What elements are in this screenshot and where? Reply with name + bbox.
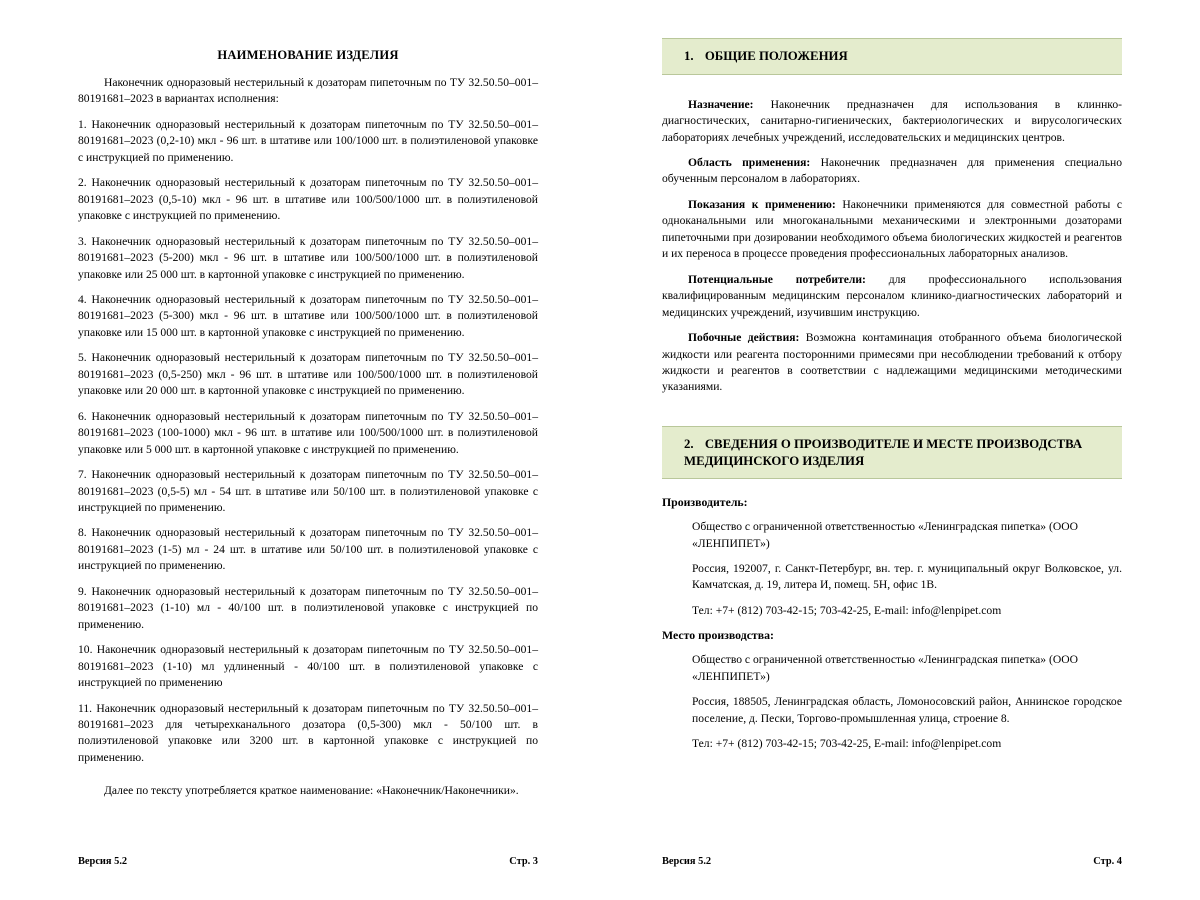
- section-number: 1.: [684, 49, 694, 63]
- list-item: 2. Наконечник одноразовый нестерильный к дозаторам пипеточным по ТУ 32.50.50–001–80191681–2023 (0,5-10) мкл - 96 шт. в штативе или 100/500/1000 шт. в полиэтиленовой упаковке с инструкцией по применению.: [78, 176, 538, 223]
- page-right: [600, 0, 1200, 900]
- manufacturer-contacts: Тел: +7+ (812) 703-42-15; 703-42-25, E-mail: info@lenpipet.com: [692, 603, 1002, 617]
- paragraph-purpose: [662, 97, 1122, 146]
- section-title: ОБЩИЕ ПОЛОЖЕНИЯ: [704, 49, 848, 63]
- production-site-name: Общество с ограниченной ответственностью «Ленинградская пипетка» (ООО «ЛЕНПИПЕТ»): [692, 653, 1078, 683]
- manufacturer-address: Россия, 192007, г. Санкт-Петербург, вн. тер. г. муниципальный округ Волковское, ул. Камчатская, д. 19, литера И, помещ. 5Н, офис 1В.: [692, 562, 1122, 592]
- paragraph-text: Наконечники применяются для совместной работы с одноканальными или многоканальными механическими и электронными дозаторами пипеточными при дозировании необходимого объема биологических жидкостей и реагентов и их переноса в процессе проведения профессиональных лабораторных анализов.: [662, 197, 1122, 261]
- page-footer-left: [0, 856, 600, 867]
- list-item: 5. Наконечник одноразовый нестерильный к дозаторам пипеточным по ТУ 32.50.50–001–80191681–2023 (0,5-250) мкл - 96 шт. в штативе или 100/500/1000 шт. в полиэтиленовой упаковке или 20 000 шт. в картонной упаковке с инструкцией по применению.: [78, 351, 538, 398]
- production-site-contacts: Тел: +7+ (812) 703-42-15; 703-42-25, E-mail: info@lenpipet.com: [692, 737, 1002, 751]
- section-title: СВЕДЕНИЯ О ПРОИЗВОДИТЕЛЕ И МЕСТЕ ПРОИЗВОДСТВА МЕДИЦИНСКОГО ИЗДЕЛИЯ: [684, 436, 1083, 468]
- paragraph-text: Возможна контаминация отобранного объема биологической жидкости или реагента посторонними примесями при несоблюдении требований к отбору жидкости и реагентов в соответствии с надлежащими медицинскими методическими указаниями.: [662, 331, 1122, 394]
- paragraph-label: Потенциальные потребители:: [688, 272, 866, 286]
- section-heading-manufacturer-info: [662, 426, 1122, 479]
- section-heading-general-provisions: [662, 38, 1122, 75]
- footer-version: Версия 5.2: [78, 856, 128, 867]
- paragraph-scope: [662, 155, 1122, 188]
- paragraph-text: для профессионального использования квалифицированным медицинским персоналом клинико-диагностических лабораторий и медицинских учреждений, изучившим инструкцию.: [662, 272, 1122, 319]
- page-title: НАИМЕНОВАНИЕ ИЗДЕЛИЯ: [217, 48, 399, 62]
- page-footer-right: [600, 856, 1200, 867]
- list-item: 11. Наконечник одноразовый нестерильный к дозаторам пипеточным по ТУ 32.50.50–001–80191681–2023 для четырехканального дозатора (0,5-300) мкл - 50/100 шт. в полиэтиленовой упаковке или 3200 шт. в картонной упаковке с инструкцией по применению.: [78, 701, 538, 764]
- list-item: 7. Наконечник одноразовый нестерильный к дозаторам пипеточным по ТУ 32.50.50–001–80191681–2023 (0,5-5) мл - 54 шт. в штативе или 50/100 шт. в полиэтиленовой упаковке с инструкцией по применению.: [78, 468, 538, 514]
- paragraph-text: Наконечник предназначен для применения специально обученным персоналом в лабораториях.: [662, 155, 1122, 186]
- list-item: 8. Наконечник одноразовый нестерильный к дозаторам пипеточным по ТУ 32.50.50–001–80191681–2023 (1-5) мл - 24 шт. в штативе или 50/100 шт. в полиэтиленовой упаковке с инструкцией по применению.: [78, 526, 538, 573]
- footer-version: Версия 5.2: [662, 856, 712, 867]
- paragraph-label: Область применения:: [688, 155, 811, 169]
- footer-page-number: Стр. 4: [1093, 856, 1122, 867]
- list-item: 4. Наконечник одноразовый нестерильный к дозаторам пипеточным по ТУ 32.50.50–001–80191681–2023 (5-300) мкл - 96 шт. в штативе или 100/500/1000 шт. в полиэтиленовой упаковке или 15 000 шт. в картонной упаковке с инструкцией по применению.: [78, 292, 538, 339]
- paragraph-users: [662, 272, 1122, 321]
- manufacturer-name: Общество с ограниченной ответственностью «Ленинградская пипетка» (ООО «ЛЕНПИПЕТ»): [692, 520, 1078, 550]
- paragraph-label: Показания к применению:: [688, 197, 836, 211]
- manufacturer-label: Производитель:: [662, 495, 748, 510]
- paragraph-label: Назначение:: [688, 97, 754, 111]
- production-site-address: Россия, 188505, Ленинградская область, Ломоносовский район, Аннинское городское поселение, д. Пески, Торгово-промышленная улица, строение 8.: [692, 695, 1122, 725]
- list-item: 9. Наконечник одноразовый нестерильный к дозаторам пипеточным по ТУ 32.50.50–001–80191681–2023 (1-10) мл - 40/100 шт. в полиэтиленовой упаковке с инструкцией по применению.: [78, 584, 538, 631]
- paragraph-label: Побочные действия:: [688, 331, 800, 345]
- closing-paragraph: Далее по тексту употребляется краткое наименование: «Наконечник/Наконечники».: [104, 784, 519, 798]
- list-item: 10. Наконечник одноразовый нестерильный к дозаторам пипеточным по ТУ 32.50.50–001–80191681–2023 (1-10) мл удлиненный - 40/100 шт. в полиэтиленовой упаковке с инструкцией по применению: [78, 643, 538, 690]
- list-item: 3. Наконечник одноразовый нестерильный к дозаторам пипеточным по ТУ 32.50.50–001–80191681–2023 (5-200) мкл - 96 шт. в штативе или 100/500/1000 шт. в полиэтиленовой упаковке или 25 000 шт. в картонной упаковке с инструкцией по применению.: [78, 234, 538, 281]
- paragraph-text: Наконечник предназначен для использования в клиннко-диагностических, санитарно-гигиенических, бактериологических и вирусологических лабораториях лечебных учреждений, исследовательских и медицинских центров.: [662, 97, 1122, 144]
- list-item: 1. Наконечник одноразовый нестерильный к дозаторам пипеточным по ТУ 32.50.50–001–80191681–2023 (0,2-10) мкл - 96 шт. в штативе или 100/1000 шт. в полиэтиленовой упаковке с инструкцией по применению.: [78, 117, 538, 164]
- production-site-label: Место производства:: [662, 628, 774, 643]
- section-number: 2.: [684, 436, 694, 451]
- footer-page-number: Стр. 3: [509, 856, 538, 867]
- paragraph-indications: [662, 197, 1122, 263]
- intro-paragraph: Наконечник одноразовый нестерильный к дозаторам пипеточным по ТУ 32.50.50–001–80191681–2023 в вариантах исполнения:: [78, 76, 538, 106]
- list-item: 6. Наконечник одноразовый нестерильный к дозаторам пипеточным по ТУ 32.50.50–001–80191681–2023 (100-1000) мкл - 96 шт. в штативе или 100/500/1000 шт. в полиэтиленовой упаковке или 5 000 шт. в картонной упаковке с инструкцией по применению.: [78, 409, 538, 456]
- paragraph-side-effects: [662, 330, 1122, 396]
